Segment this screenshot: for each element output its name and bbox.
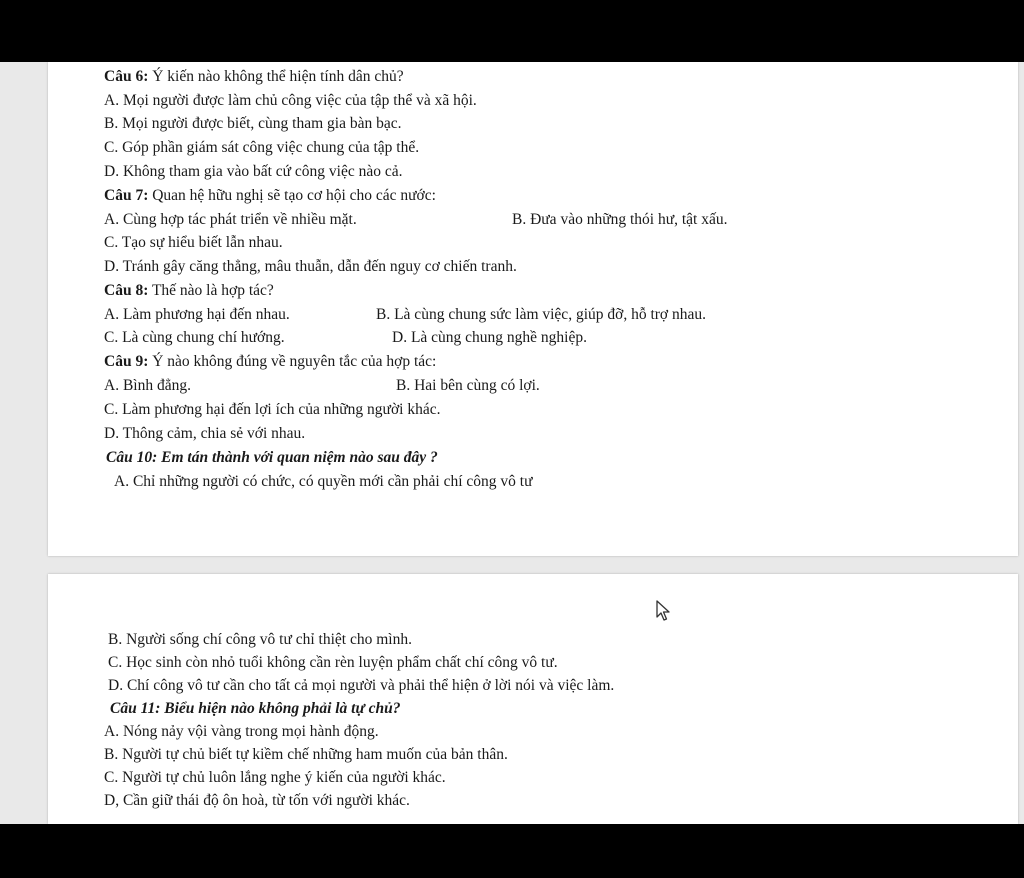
question-7: Câu 7: Quan hệ hữu nghị sẽ tạo cơ hội cho các nước:	[104, 187, 436, 204]
question-8: Câu 8: Thế nào là hợp tác?	[104, 282, 274, 299]
document-page-1	[48, 62, 1018, 556]
q9-option-b: B. Hai bên cùng có lợi.	[396, 377, 540, 394]
q6-option-c: C. Góp phần giám sát công việc chung của tập thể.	[104, 139, 420, 156]
q6-option-a: A. Mọi người được làm chủ công việc của tập thể và xã hội.	[104, 92, 477, 109]
q7-option-c: C. Tạo sự hiểu biết lẫn nhau.	[104, 234, 283, 251]
q7-option-a: A. Cùng hợp tác phát triển về nhiều mặt.	[104, 211, 357, 228]
q11-option-d: D, Cần giữ thái độ ôn hoà, từ tốn với người khác.	[104, 792, 410, 809]
q7-option-b: B. Đưa vào những thói hư, tật xấu.	[512, 211, 728, 228]
q6-option-d: D. Không tham gia vào bất cứ công việc nào cả.	[104, 163, 403, 180]
question-6: Câu 6: Ý kiến nào không thể hiện tính dân chủ?	[104, 68, 404, 85]
q7-option-d: D. Tránh gây căng thẳng, mâu thuẫn, dẫn đến nguy cơ chiến tranh.	[104, 258, 517, 275]
q8-option-b: B. Là cùng chung sức làm việc, giúp đỡ, hỗ trợ nhau.	[376, 306, 706, 323]
q10-option-c: C. Học sinh còn nhỏ tuổi không cần rèn luyện phẩm chất chí công vô tư.	[108, 654, 558, 671]
q9-option-d: D. Thông cảm, chia sẻ với nhau.	[104, 425, 306, 442]
question-10: Câu 10: Em tán thành với quan niệm nào sau đây ?	[106, 449, 438, 466]
q11-option-b: B. Người tự chủ biết tự kiềm chế những ham muốn của bản thân.	[104, 746, 508, 763]
q11-option-a: A. Nóng nảy vội vàng trong mọi hành động.	[104, 723, 379, 740]
question-9: Câu 9: Ý nào không đúng về nguyên tắc của hợp tác:	[104, 353, 437, 370]
q9-option-c: C. Làm phương hại đến lợi ích của những người khác.	[104, 401, 441, 418]
question-11: Câu 11: Biểu hiện nào không phải là tự chủ?	[110, 700, 401, 717]
q8-option-c: C. Là cùng chung chí hướng.	[104, 329, 285, 346]
document-page-2	[48, 574, 1018, 824]
mouse-pointer-icon	[656, 600, 670, 622]
q10-option-d: D. Chí công vô tư cần cho tất cả mọi người và phải thể hiện ở lời nói và việc làm.	[108, 677, 615, 694]
q9-option-a: A. Bình đẳng.	[104, 377, 191, 394]
q10-option-b: B. Người sống chí công vô tư chỉ thiệt cho mình.	[108, 631, 412, 648]
q6-option-b: B. Mọi người được biết, cùng tham gia bàn bạc.	[104, 115, 402, 132]
document-viewer[interactable]	[0, 62, 1024, 824]
q11-option-c: C. Người tự chủ luôn lắng nghe ý kiến của người khác.	[104, 769, 446, 786]
q8-option-d: D. Là cùng chung nghề nghiệp.	[392, 329, 587, 346]
q10-option-a: A. Chỉ những người có chức, có quyền mới cần phải chí công vô tư	[114, 473, 533, 490]
q8-option-a: A. Làm phương hại đến nhau.	[104, 306, 290, 323]
